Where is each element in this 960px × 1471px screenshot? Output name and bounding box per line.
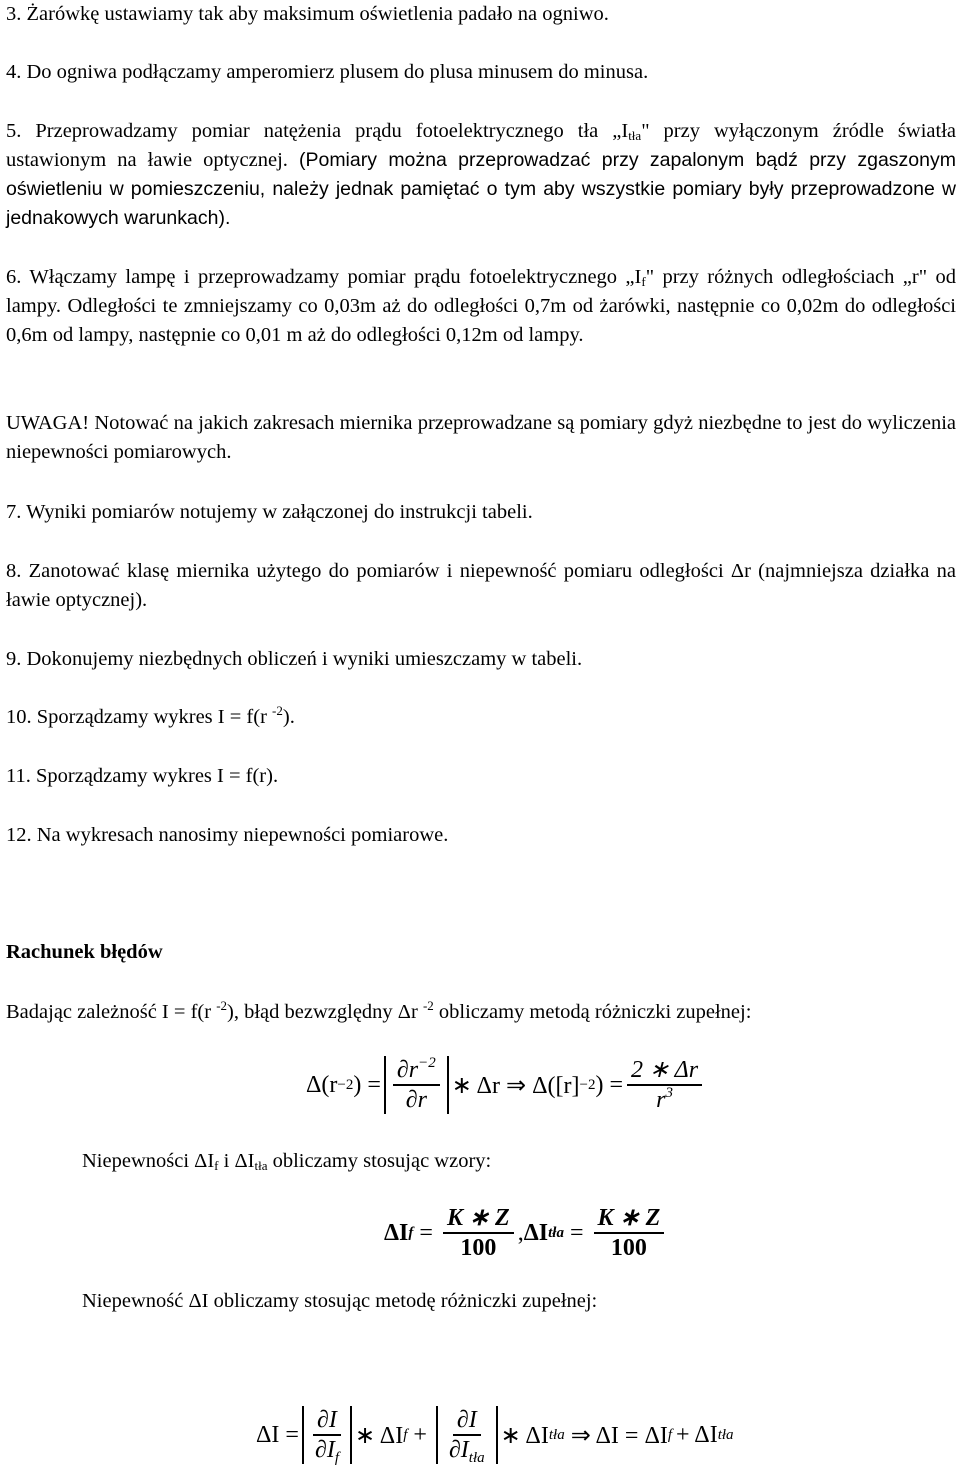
step-12: 12. Na wykresach nanosimy niepewności pomiarowe. (6, 824, 449, 846)
step-7: 7. Wyniki pomiarów notujemy w załączonej do instrukcji tabeli. (6, 501, 533, 523)
step-6: 6. Włączamy lampę i przeprowadzamy pomiar prądu fotoelektrycznego $„I_f$" przy różnych odległościach „r" od lampy. Odległości te zmniejszamy co 0,03m aż do odległości 0,7m od żarówki, następnie co 0,02m do odległości 0,6m od lampy, następnie co 0,01 m aż do odległości 0,12m od lampy. (6, 266, 956, 346)
step-11: 11. Sporządzamy wykres I = f(r). (6, 765, 279, 787)
abs-derivative: $\frac{\partial r^{-2}}{\partial r}$ (384, 1056, 449, 1114)
errors-intro: Badając zależność I = f(r $^{-2}$), błąd bezwzględny Δr $^{-2}$ obliczamy metodą różniczki zupełnej: (6, 998, 752, 1023)
step-3: 3. Żarówkę ustawiamy tak aby maksimum oświetlenia padało na ogniwo. (6, 3, 609, 25)
step-8: 8. Zanotować klasę miernika użytego do pomiarów i niepewność pomiaru odległości Δr (najmniejsza działka na ławie optycznej). (6, 560, 956, 611)
formula-instrument-uncertainty: ΔI f = $\frac{K ∗ Z}{100}$ , ΔI tła = $\frac{K ∗ Z}{100}$ (384, 1203, 668, 1263)
step-9: 9. Dokonujemy niezbędnych obliczeń i wyniki umieszczamy w tabeli. (6, 648, 583, 670)
step-10: 10. Sporządzamy wykres I = f(r $^{-2}$). (6, 703, 295, 728)
uncertainty-intro: Niepewności $\Delta I_f$ i $\Delta I_{tła}$ obliczamy stosując wzory: (82, 1150, 492, 1173)
formula-total-uncertainty: ΔI = $\frac{\partial I}{\partial I_f}$ ∗ ΔI f + $\frac{\partial I}{\partial I_{tła}}$ ∗ ΔI tła ⇒ ΔI = ΔI f + ΔI tła (256, 1407, 734, 1466)
warning-note: UWAGA! Notować na jakich zakresach miernika przeprowadzane są pomiary gdyż niezbędne to jest do wyliczenia niepewności pomiarowych. (6, 412, 956, 463)
step-4: 4. Do ogniwa podłączamy amperomierz plusem do plusa minusem do minusa. (6, 61, 649, 83)
formula-delta-r: Δ(r −2 ) = $\frac{\partial r^{-2}}{\partial r}$ ∗ Δr ⇒ Δ([r] −2 ) = $\frac{2 ∗ \Delta r}{r^3}$ (306, 1054, 706, 1116)
step-5: 5. Przeprowadzamy pomiar natężenia prądu fotoelektrycznego tła $„I_{tła}$" przy wyłączonym źródle światła ustawionym na ławie optycznej. (Pomiary można przeprowadzać przy zapalonym bądź przy zgaszonym oświetleniu w pomieszczeniu, należy jednak pamiętać o tym aby wszystkie pomiary były przeprowadzone w jednakowych warunkach). (6, 120, 956, 229)
total-uncertainty-intro: Niepewność ΔI obliczamy stosując metodę różniczki zupełnej: (82, 1290, 598, 1312)
step-5-note: (Pomiary można przeprowadzać przy zapalonym bądź przy zgaszonym oświetleniu w pomieszczeniu, należy jednak pamiętać o tym aby wszystkie pomiary były przeprowadzone w jednakowych warunkach). (6, 149, 956, 229)
section-heading: Rachunek błędów (6, 941, 163, 963)
